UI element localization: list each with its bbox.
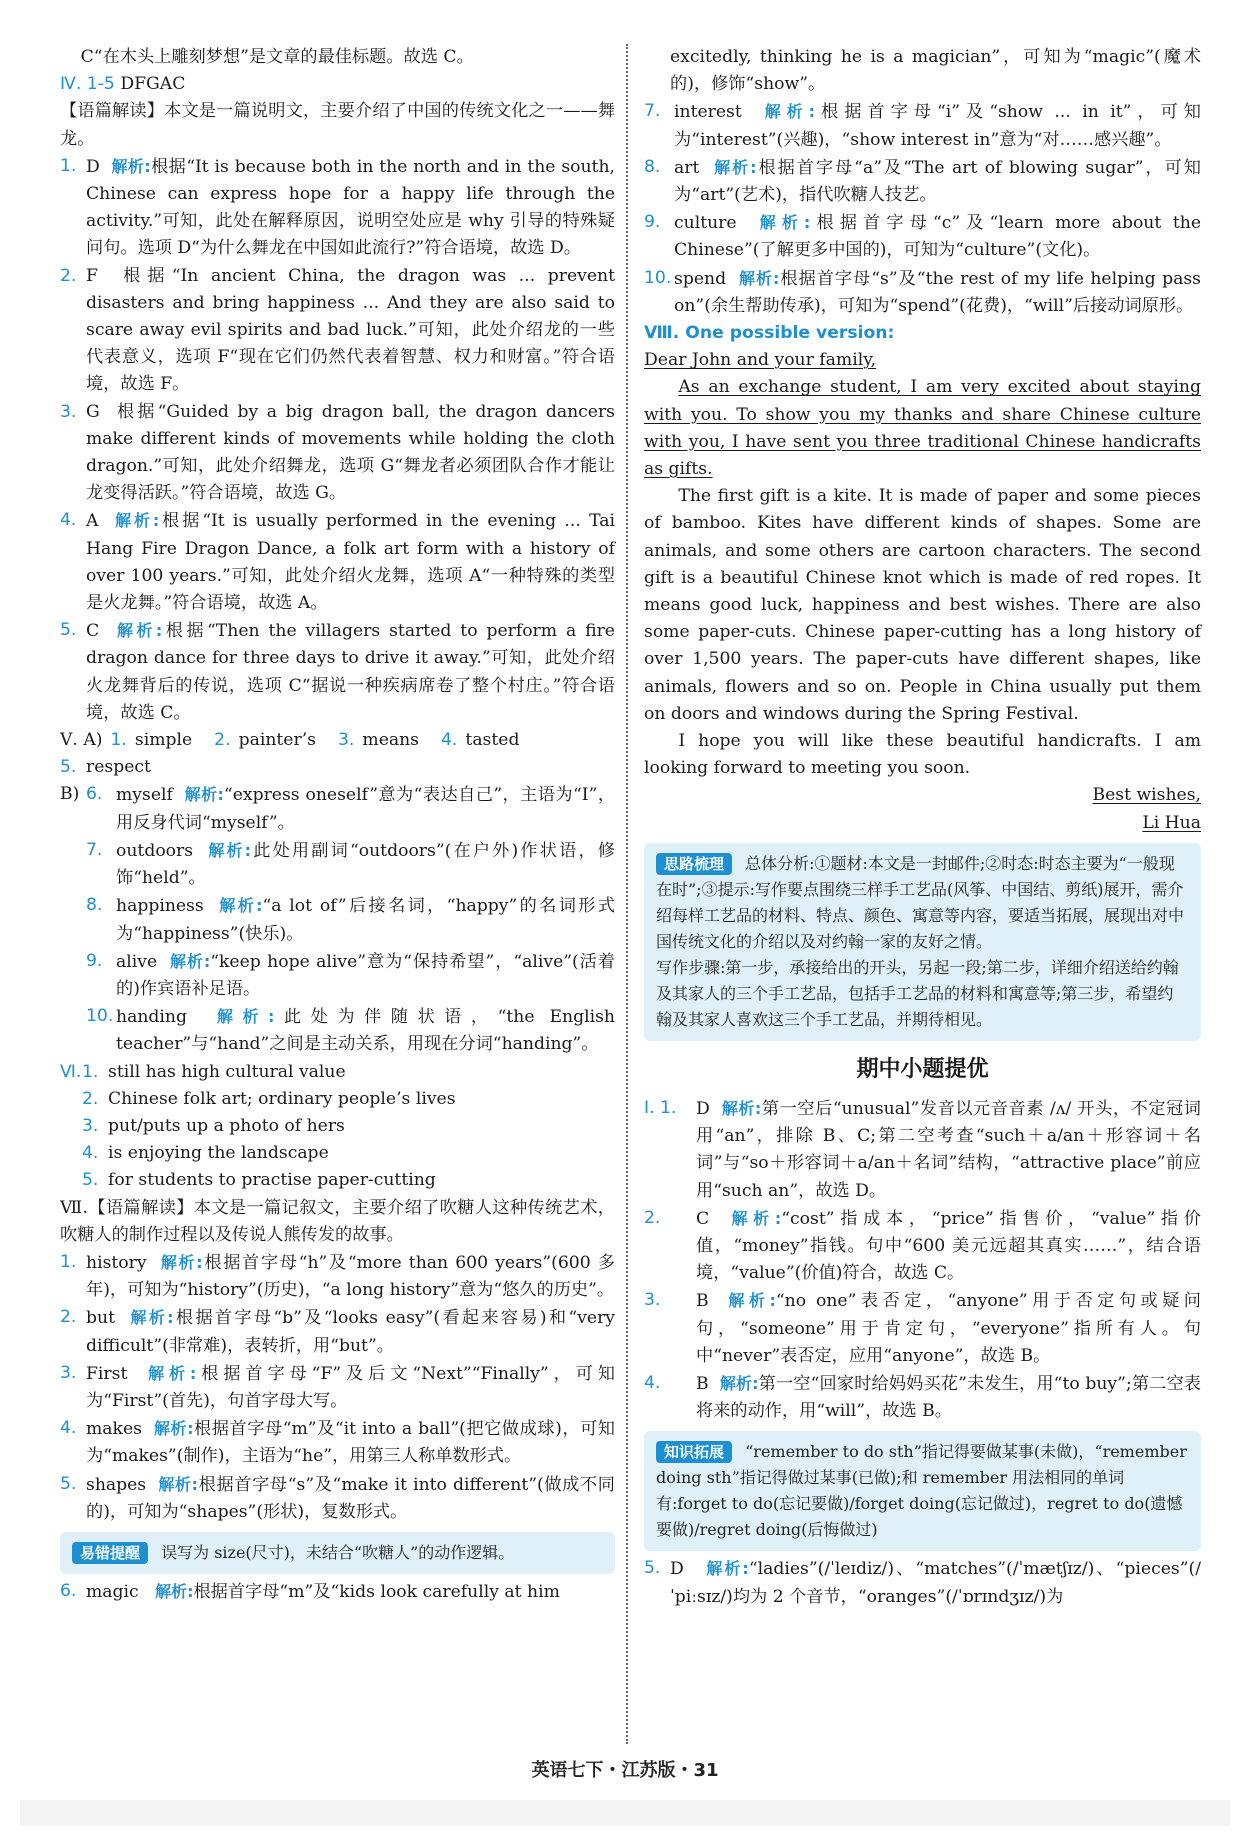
think-box (644, 843, 1201, 1041)
section-4-items (60, 153, 615, 727)
section-5b-item: 10. handing 解析:此处为伴随状语，“the English teacher”与“hand”之间是主动关系，用现在分词“handing”。 (86, 1006, 615, 1055)
mid-item: Ⅰ. 1. D 解析:第一空后“unusual”发音以元音音素 /ʌ/ 开头，不定冠词用“an”，排除 B、C;第二空考查“such＋a/an＋形容词＋名词”与“so＋形容词＋a/an＋名词”结构，“attractive place”前应用“such an”，故选 D。 (644, 1097, 1201, 1201)
section-7-item-6: 6. magic 解析:根据首字母“m”及“kids look carefully at him (60, 1580, 560, 1602)
knowledge-box (644, 1431, 1201, 1551)
section-6-head-row (60, 1059, 615, 1195)
letter-paragraph-3: I hope you will like these beautiful handicrafts. I am looking forward to meeting you soon. (644, 731, 1201, 779)
mid-item: 3. B 解析:“no one”表否定，“anyone”用于否定句或疑问句，“someone”用于肯定句，“everyone”指所有人。句中“never”表否定，应用“anyone”，故选 B。 (644, 1290, 1201, 1366)
section-4-item: 5. C 解析:根据“Then the villagers started to perform a fire dragon dance for three days to drive it away.”可知，此处介绍火龙舞背后的传说，选项 C“据说一种疾病席卷了整个村庄。”符合语境，故选 C。 (60, 620, 615, 723)
section-4-item: 1. D 解析:根据“It is because both in the north and in the south, Chinese can express hope for a happy life through the activity.”可知，此处在解释原因，说明空处应是 why 引导的特殊疑问句。选项 D“为什么舞龙在中国如此流行?”符合语境，故选 D。 (60, 155, 615, 259)
section-4-answers (60, 71, 615, 98)
mid-item-5: 5. D 解析:“ladies”(/ˈleɪdiz/)、“matches”(/ˈmætʃɪz/)、“pieces”(/ˈpiːsɪz/)均为 2 个音节，“oranges”(/ˈɒrɪndʒɪz/)为 (644, 1558, 1201, 1607)
section-6-item: 1. still has high cultural value (82, 1061, 346, 1082)
letter (644, 347, 1201, 837)
section-7b-item: 8. art 解析:根据首字母“a”及“The art of blowing sugar”，可知为“art”(艺术)，指代吹糖人技艺。 (644, 156, 1201, 206)
section-5-head: Ⅴ. A) (60, 730, 103, 751)
mid-item: 2. C 解析:“cost”指成本，“price”指售价，“value”指价值，“money”指钱。句中“600 美元远超其真实……”，结合语境，“value”(价值)符合，故选 C。 (644, 1207, 1201, 1284)
section-7-item: 2. but 解析:根据首字母“b”及“looks easy”(看起来容易)和“very difficult”(非常难)，表转折，用“but”。 (60, 1307, 615, 1356)
section-7-item: 3. First 解析:根据首字母“F”及后文“Next”“Finally”，可知为“First”(首先)，句首字母大写。 (60, 1362, 615, 1411)
section-7-items (60, 1249, 615, 1526)
page-footer: 英语七下・江苏版・31 (531, 1760, 719, 1781)
knowledge-tag: 知识拓展 (656, 1441, 732, 1463)
section-title: 期中小题提优 (856, 1056, 989, 1082)
section-7-reading: Ⅶ.【语篇解读】本文是一篇记叙文，主要介绍了吹糖人这种传统艺术，吹糖人的制作过程以及传说人熊传发的故事。 (60, 1197, 615, 1245)
section-6-items (82, 1059, 615, 1195)
continuation-line: excitedly, thinking he is a magician”，可知为“magic”(魔术的)，修饰“show”。 (670, 47, 1201, 95)
section-4-item: 3. G 根据“Guided by a big dragon ball, the dragon dancers make different kinds of movements while holding the cloth dragon.”可知，此处介绍舞龙，选项 G“舞龙者必须团队合作才能让龙变得活跃。”符合语境，故选 G。 (60, 401, 615, 504)
section-6-item: 3. put/puts up a photo of hers (82, 1115, 345, 1136)
column-divider (626, 44, 628, 1744)
section-5b-item: 8. happiness 解析:“a lot of”后接名词，“happy”的名词形式为“happiness”(快乐)。 (86, 895, 615, 944)
think-text: 总体分析:①题材:本文是一封邮件;②时态:时态主要为“一般现在时”;③提示:写作要点围绕三样手工艺品(风筝、中国结、剪纸)展开，需介绍每样工艺品的材料、特点、颜色、寓意等内容，要适当拓展，展现出对中国传统文化的介绍以及对约翰一家的友好之情。 (656, 853, 1185, 951)
section-6-item: 5. for students to practise paper-cutting (82, 1170, 436, 1191)
section-7b-item: 9. culture 解析:根据首字母“c”及“learn more about the Chinese”(了解更多中国的)，可知为“culture”(文化)。 (644, 212, 1201, 261)
section-5a-answers (110, 727, 541, 754)
section-4-item: 4. A 解析:根据“It is usually performed in the evening ... Tai Hang Fire Dragon Dance, a folk art form with a history of over 100 years.”可知，此处介绍火龙舞，选项 A“一种特殊的类型是火龙舞。”符合语境，故选 A。 (60, 510, 616, 614)
letter-paragraph-2: The first gift is a kite. It is made of paper and some pieces of bamboo. Kites have different kinds of shapes. Some are animals, and some others are cartoon characters. The second gift is a beautiful Chinese knot which is made of red ropes. It means good luck, happiness and best wishes. There are also some paper-cuts. Chinese paper-cutting has a long history of over 1,500 years. The paper-cuts have different shapes, like animals, flowers and so on. People in China usually put them on doors and windows during the Spring Festival. (644, 486, 1201, 724)
section-5a-item: 1. simple (110, 730, 193, 751)
section-8-head: Ⅷ. One possible version: (644, 323, 895, 344)
letter-signature: Li Hua (1142, 812, 1201, 833)
letter-paragraph-1: As an exchange student, I am very excited about staying with you. To show you my thanks and share Chinese culture with you, I have sent you three traditional Chinese handicrafts as gifts. (644, 377, 1201, 480)
think-tag: 思路梳理 (656, 853, 732, 875)
section-4-key: DFGAC (120, 74, 186, 95)
mid-items (644, 1095, 1201, 1425)
section-5b-item: 7. outdoors 解析:此处用副词“outdoors”(在户外)作状语，修饰“held”。 (86, 839, 615, 889)
intro-line: C“在木头上雕刻梦想”是文章的最佳标题。故选 C。 (80, 47, 474, 67)
section-7b-items (644, 98, 1201, 320)
section-5a-item: 2. painter’s (214, 730, 316, 751)
section-4-number: Ⅳ. 1-5 (60, 74, 115, 95)
knowledge-text: “remember to do sth”指记得要做某事(未做)，“remember doing sth”指记得做过某事(已做);和 remember 用法相同的单词有:forget to do(忘记要做)/forget doing(忘记做过)，regret to do(遗憾要做)/regret doing(后悔做过) (656, 1442, 1187, 1540)
section-5a-item: 3. means (337, 730, 419, 751)
section-4-reading: 【语篇解读】本文是一篇说明文，主要介绍了中国的传统文化之一——舞龙。 (60, 101, 615, 149)
tip-box (60, 1532, 615, 1574)
section-5b-head-row (60, 781, 615, 1058)
section-6-item: 2. Chinese folk art; ordinary people’s lives (82, 1088, 456, 1109)
section-5b-head: B) (60, 784, 80, 805)
think-steps: 写作步骤:第一步，承接给出的开头，另起一段;第二步，详细介绍送给约翰及其家人的三个手工艺品，包括手工艺品的材料和寓意等;第三步，希望约翰及其家人喜欢这三个手工艺品，并期待相见。 (656, 957, 1179, 1029)
section-5a (60, 727, 615, 754)
section-7-item: 4. makes 解析:根据首字母“m”及“it into a ball”(把它做成球)，可知为“makes”(制作)，主语为“he”，用第三人称单数形式。 (60, 1418, 615, 1467)
section-5-item-5: 5. respect (60, 757, 151, 778)
left-column (60, 44, 615, 1606)
section-6-item: 4. is enjoying the landscape (82, 1143, 329, 1164)
mid-item: 4. B 解析:第一空“回家时给妈妈买花”未发生，用“to buy”;第二空表将来的动作，用“will”，故选 B。 (644, 1372, 1201, 1422)
section-4-item: 2. F 根据“In ancient China, the dragon was ... prevent disasters and bring happiness ... And they are also said to scare away evil spirits and bad luck.”可知，此处介绍龙的一些代表意义，选项 F“现在它们仍然代表着智慧、权力和财富。”符合语境，故选 F。 (60, 265, 615, 395)
letter-greeting: Dear John and your family, (644, 350, 877, 371)
section-6-head: Ⅵ. (60, 1061, 82, 1082)
bottom-bar (20, 1800, 1230, 1826)
section-7b-item: 7. interest 解析:根据首字母“i”及“show ... in it”，可知为“interest”(兴趣)，“show interest in”意为“对……感兴趣”。 (644, 101, 1201, 150)
tip-tag: 易错提醒 (72, 1542, 148, 1564)
right-column (644, 44, 1201, 1611)
tip-text: 误写为 size(尺寸)，未结合“吹糖人”的动作逻辑。 (161, 1542, 515, 1562)
section-5a-item: 4. tasted (441, 730, 520, 751)
section-7-item: 1. history 解析:根据首字母“h”及“more than 600 years”(600 多年)，可知为“history”(历史)，“a long history”意为“悠久的历史”。 (60, 1251, 615, 1301)
section-5b-item: 9. alive 解析:“keep hope alive”意为“保持希望”，“alive”(活着的)作宾语补足语。 (86, 950, 615, 999)
letter-closing: Best wishes, (1092, 785, 1201, 806)
section-7b-item: 10. spend 解析:根据首字母“s”及“the rest of my life helping pass on”(余生帮助传承)，可知为“spend”(花费)，“will”后接动词原形。 (644, 267, 1201, 316)
section-5b-item: 6. myself 解析:“express oneself”意为“表达自己”，主语为“I”，用反身代词“myself”。 (86, 784, 616, 833)
section-5b-items (86, 781, 615, 1058)
section-7-item: 5. shapes 解析:根据首字母“s”及“make it into different”(做成不同的)，可知为“shapes”(形状)，复数形式。 (60, 1473, 615, 1522)
